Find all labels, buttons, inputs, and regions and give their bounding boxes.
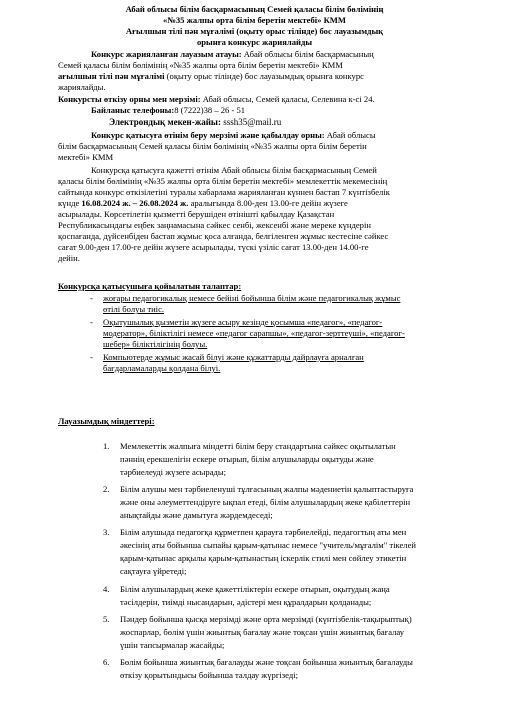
docs-line-8: сағат 9.00-ден 17.00-ге дейін жүзеге асырылады, түскі үзіліс сағат 13.00-ден 14.00-ге [58, 242, 369, 252]
requirements-title: Конкурсқа қатысушыға қойылатын талаптар: [58, 281, 242, 291]
requirement-2-line-3: шебер» біліктілігінің болуы. [103, 339, 208, 349]
phone-label: Байланыс телефоны: [91, 105, 175, 115]
docs-line-3: сайтында конкурс өткізілетіні туралы хабарлама жарияланған күннен бастап 7 күнтізбелік [58, 187, 390, 197]
phone-line [91, 105, 245, 116]
email-line [109, 117, 281, 128]
docs-line-1: Конкурсқа қатысуға қажетті өтінім Абай облысы білім басқармасының Семей [91, 165, 377, 175]
position-line-4: жариялайды. [58, 82, 106, 92]
position-text-3: (оқыту орыс тілінде) бос лауазымдық орынға конкурс [164, 71, 364, 81]
duty-1-line-2: пәннің ерекшелігін ескере отырып, білім алушыларды оқытуды және [120, 454, 374, 464]
duty-6-line-1: Бөлім бойынша жиынтық бағалауды және тоқсан бойынша жиынтық бағалауды [120, 657, 413, 667]
duty-3-line-1: Білім алушыда педагогқа құрметпен қарауға тәрбиелейді, педагогтың аты мен [120, 527, 407, 537]
heading-line-4: орынға конкурс жариялайды [196, 37, 313, 47]
duty-number: 6. [103, 657, 110, 667]
position-label: Конкурс жарияланған лауазым атауы: [91, 49, 242, 59]
duty-2-line-2: және оны әлеуметтендіруге ықпал етеді, білім алушылардың жеке қабілеттерін [120, 497, 411, 507]
location-line [58, 94, 375, 105]
docs-line-4 [58, 198, 348, 209]
position-title: ағылшын тілі пән мұғалімі [58, 71, 165, 81]
docs-line-2: қаласы білім бөлімінің «№35 жалпы орта білім беретін мектебі» мемлекеттік мекемесінің [58, 176, 388, 186]
duty-5-line-2: жоспарлар, бөлім үшін жиынтық бағалау және тоқсан үшін жиынтық бағалау [120, 627, 405, 637]
docs-dates: 16.08.2024 ж. – 26.08.2024 ж. [81, 198, 189, 208]
duty-3-line-2: әкесінің аты бойынша сыпайы қарым-қатынас немесе "учитель/мұғалім" тікелей [120, 540, 416, 550]
requirement-3-line-1: Компьютерде жұмыс жасай білуі және құжаттарды дайрлауға арналған [103, 352, 364, 362]
docs-line-9: дейін. [58, 253, 80, 263]
requirement-2-line-1: Оқытушылық қызметін жүзеге асыру кезінде қосымша «педагог», «педагог- [103, 317, 383, 327]
duty-6-line-2: өткізу қорытындысы бойынша талдау жүргізеді; [120, 670, 298, 680]
position-text-1: Абай облысы білім басқармасының [241, 49, 374, 59]
docs-line-5: асырылады. Көрсетілетін қызметті берушіден өтінішті қабылдау Қазақстан [58, 209, 335, 219]
email-value: sssh35@mail.ru [220, 117, 282, 127]
deadline-line-1 [91, 130, 376, 141]
requirement-bullet: - [90, 293, 93, 303]
docs-text-4a: күнде [58, 198, 80, 208]
duty-number: 1. [103, 441, 110, 451]
deadline-line-2: білім басқармасының Семей қаласы білім бөлімінің «№35 жалпы орта білім беретін [58, 141, 367, 151]
email-label: Электрондық мекен-жайы: [109, 117, 221, 127]
location-value: Абай облысы, Семей қаласы, Селевина к-сі 24. [200, 94, 375, 104]
deadline-text-1: Абай облысы [324, 130, 376, 140]
duty-number: 2. [103, 484, 110, 494]
duty-5-line-1: Пәндер бойынша қысқа мерзімді және орта мерзімді (күнтізбелік-тақырыптық) [120, 614, 412, 624]
position-line-2: Семей қаласы білім бөлімінің «№35 жалпы орта білім беретін мектебі» КММ [58, 60, 343, 70]
duty-2-line-3: анықтайды және дамытуға жәрдемдеседі; [120, 510, 273, 520]
duty-2-line-1: Білім алушы мен тәрбиеленуші тұлғасының жалпы мәдениетін қалыптастыруға [120, 484, 414, 494]
docs-line-6: Республикасындағы еңбек заңнамасына сәйкес сенбі, жексенбі және мереке күндерін [58, 220, 371, 230]
heading-line-3: Ағылшын тілі пән мұғалімі (оқыту орыс тілінде) бос лауазымдық [125, 26, 384, 36]
requirement-bullet: - [90, 317, 93, 327]
requirement-2-line-2: модератор», біліктілігі немесе «педагог сарапшы», «педагог-зерттеуші», «педагог- [103, 328, 405, 338]
heading-line-1: Абай облысы білім басқармасының Семей қаласы білім бөлімінің [125, 4, 384, 14]
duty-number: 4. [103, 584, 110, 594]
duty-4-line-2: тәсілдерін, тиімді нысандарын, әдістері мен құралдарын қолданады; [120, 597, 372, 607]
deadline-line-3: мектебі» КММ [58, 152, 114, 162]
location-label: Конкурсты өткізу орны мен мерзімі: [58, 94, 201, 104]
duty-1-line-3: тәрбиелеуді жүзеге асырады; [120, 467, 227, 477]
phone-value: 8 (7222)38 – 26 - 51 [174, 105, 246, 115]
position-line-3 [58, 71, 364, 82]
docs-line-7: қоспағанда, дүйсенбіден бастап жұмыс қоса алғанда, белгіленген жұмыс кестесіне сәйкес [58, 231, 389, 241]
requirement-1-line-2: өтілі болуы тиіс. [103, 304, 165, 314]
duty-5-line-3: үшін тапсырмалар жасайды; [120, 640, 225, 650]
deadline-label: Конкурс қатысуға өтінім беру мерзімі және қабылдау орны: [91, 130, 325, 140]
duty-number: 3. [103, 527, 110, 537]
duty-number: 5. [103, 614, 110, 624]
requirement-1-line-1: жоғары педагогикалық немесе бейіні бойынша білім және педагогикалық жұмыс [103, 293, 401, 303]
duty-1-line-1: Мемлекеттік жалпыға міндетті білім беру стандартына сәйкес оқытылатын [120, 441, 396, 451]
requirement-3-line-2: бағдарламаларды қолдана білуі. [103, 363, 221, 373]
duties-title: Лауазымдық міндеттері: [58, 416, 155, 426]
requirement-bullet: - [90, 352, 93, 362]
duty-3-line-3: қарым-қатынас арқылы қарым-қатынастың іскерлік стилі мен сөйлеу этикетін [120, 553, 407, 563]
docs-text-4b: аралығында 8.00-ден 13.00-ге дейін жүзеге [190, 198, 348, 208]
duty-4-line-1: Білім алушылардың жеке қажеттіліктерін ескере отырып, оқытудың жаңа [120, 584, 390, 594]
position-line-1 [91, 49, 374, 60]
duty-3-line-4: сақтауға үйретеді; [120, 566, 187, 576]
heading-line-2: «№35 жалпы орта білім беретін мектебі» КММ [162, 15, 347, 25]
